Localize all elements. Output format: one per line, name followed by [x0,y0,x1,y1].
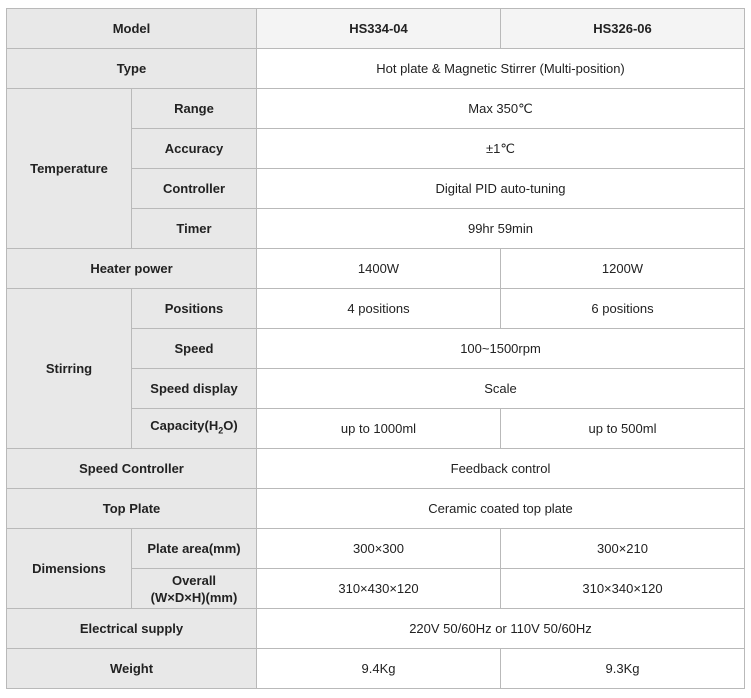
spec-table [6,8,745,689]
accuracy-value: ±1℃ [257,129,745,169]
table-row-top-plate [7,489,745,529]
table-row-model [7,9,745,49]
plate-area-label: Plate area(mm) [132,529,257,569]
capacity-label-main: Capacity(H [150,418,219,434]
speed-label: Speed [132,329,257,369]
table-row-electrical-supply [7,609,745,649]
range-value: Max 350℃ [257,89,745,129]
model-hs326-06: HS326-06 [501,9,745,49]
spec-table-container [6,8,745,689]
controller-value: Digital PID auto-tuning [257,169,745,209]
table-row-weight [7,649,745,689]
overall-hs334: 310×430×120 [257,569,501,609]
table-row-plate-area [7,529,745,569]
controller-label: Controller [132,169,257,209]
heater-power-hs326: 1200W [501,249,745,289]
weight-hs334: 9.4Kg [257,649,501,689]
range-label: Range [132,89,257,129]
speed-display-value: Scale [257,369,745,409]
overall-label-line1: Overall [171,572,217,588]
weight-hs326: 9.3Kg [501,649,745,689]
top-plate-value: Ceramic coated top plate [257,489,745,529]
speed-controller-value: Feedback control [257,449,745,489]
table-row-type [7,49,745,89]
stirring-group-label: Stirring [7,289,132,449]
capacity-hs326: up to 500ml [501,409,745,449]
positions-hs326: 6 positions [501,289,745,329]
capacity-label [132,409,257,449]
dimensions-group-label: Dimensions [7,529,132,609]
speed-value: 100~1500rpm [257,329,745,369]
weight-label: Weight [7,649,257,689]
capacity-hs334: up to 1000ml [257,409,501,449]
capacity-label-end: O) [223,418,238,434]
electrical-supply-value: 220V 50/60Hz or 110V 50/60Hz [257,609,745,649]
table-row-heater-power [7,249,745,289]
model-hs334-04: HS334-04 [257,9,501,49]
top-plate-label: Top Plate [7,489,257,529]
speed-display-label: Speed display [132,369,257,409]
heater-power-hs334: 1400W [257,249,501,289]
table-row-temperature-range [7,89,745,129]
overall-hs326: 310×340×120 [501,569,745,609]
electrical-supply-label: Electrical supply [7,609,257,649]
overall-label-line2: (W×D×H)(mm) [150,589,238,605]
model-header: Model [7,9,257,49]
plate-area-hs326: 300×210 [501,529,745,569]
capacity-label-sub: 2 [218,425,224,436]
type-label: Type [7,49,257,89]
timer-label: Timer [132,209,257,249]
speed-controller-label: Speed Controller [7,449,257,489]
type-value: Hot plate & Magnetic Stirrer (Multi-position) [257,49,745,89]
positions-hs334: 4 positions [257,289,501,329]
timer-value: 99hr 59min [257,209,745,249]
accuracy-label: Accuracy [132,129,257,169]
table-row-speed-controller [7,449,745,489]
temperature-group-label: Temperature [7,89,132,249]
positions-label: Positions [132,289,257,329]
heater-power-label: Heater power [7,249,257,289]
plate-area-hs334: 300×300 [257,529,501,569]
overall-label [132,569,257,609]
table-row-positions [7,289,745,329]
